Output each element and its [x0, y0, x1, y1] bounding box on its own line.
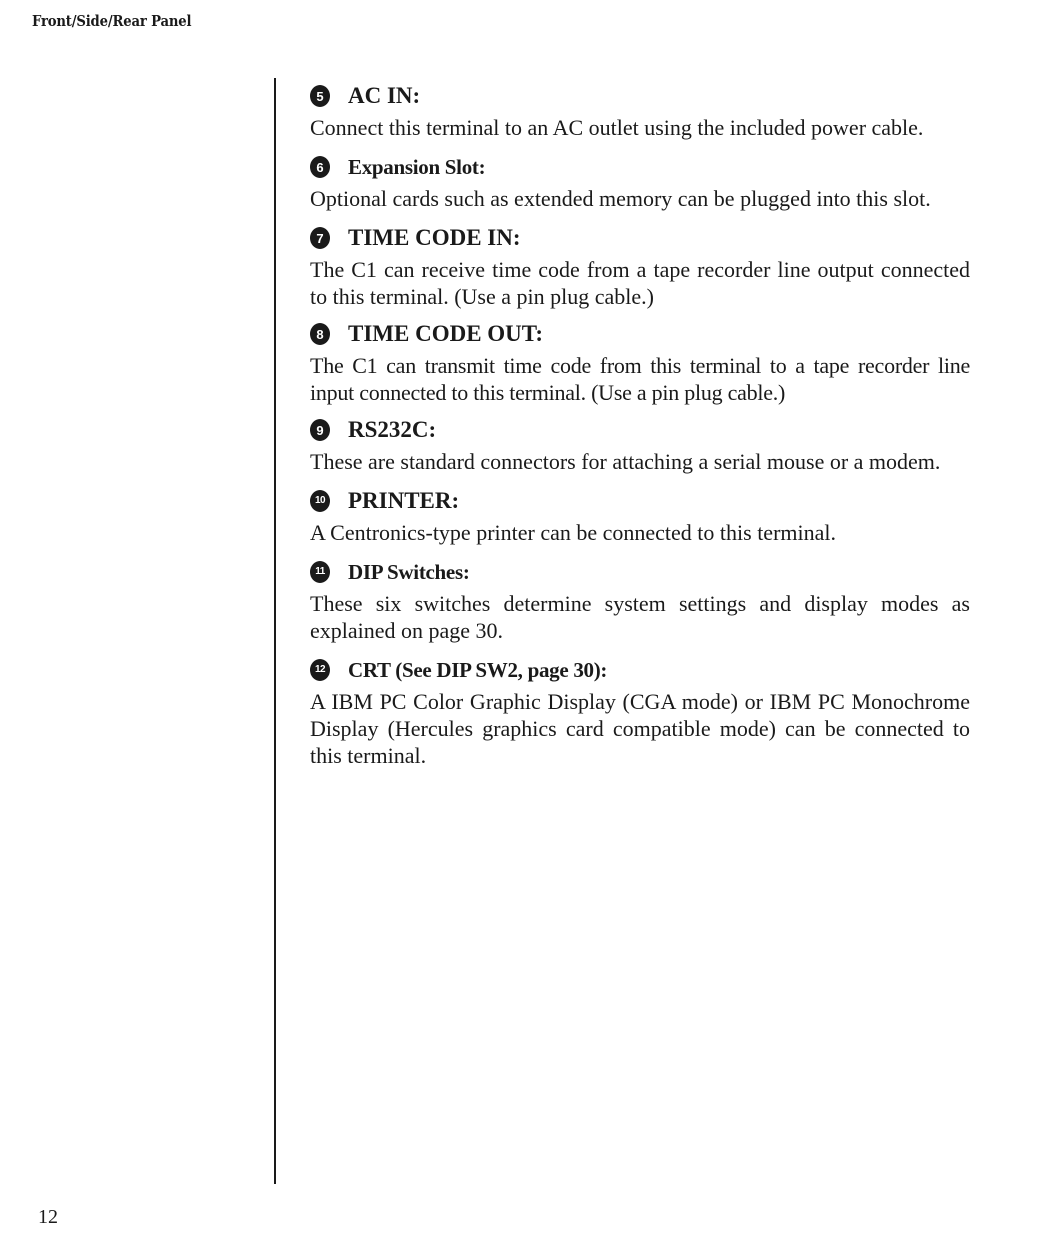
number-badge: 8 — [310, 323, 330, 345]
entry-heading — [310, 82, 970, 110]
entry-body: A IBM PC Color Graphic Display (CGA mode) or IBM PC Monochrome Display (Hercules graphics card compatible mode) can be connected to this terminal. — [310, 689, 970, 768]
running-header: Front/Side/Rear Panel — [32, 12, 192, 30]
entry-body: A Centronics-type printer can be connected to this terminal. — [310, 520, 837, 545]
entry-title: RS232C: — [348, 417, 437, 442]
number-badge: 12 — [310, 659, 330, 681]
entry-title: CRT (See DIP SW2, page 30): — [348, 658, 608, 682]
entry-title: DIP Switches: — [348, 560, 470, 584]
number-badge: 6 — [310, 156, 330, 178]
number-badge: 7 — [310, 227, 330, 249]
entry-heading — [310, 416, 970, 444]
margin-rule — [274, 78, 276, 1184]
entry-time-code-in — [310, 224, 970, 310]
entry-body: The C1 can receive time code from a tape recorder line output connected to this terminal. (Use a pin plug cable.) — [310, 257, 970, 309]
entry-body: Connect this terminal to an AC outlet using the included power cable. — [310, 115, 924, 140]
entry-body: These six switches determine system settings and display modes as explained on page 30. — [310, 591, 970, 643]
entry-printer — [310, 487, 970, 546]
entry-heading — [310, 153, 970, 181]
entry-title: TIME CODE IN: — [348, 225, 521, 250]
number-badge: 5 — [310, 85, 330, 107]
entry-body: These are standard connectors for attaching a serial mouse or a modem. — [310, 449, 941, 474]
entry-heading — [310, 558, 970, 586]
entry-heading — [310, 487, 970, 515]
number-badge: 11 — [310, 561, 330, 583]
entry-body: The C1 can transmit time code from this terminal to a tape recorder line input connected to this terminal. (Use a pin plug cable.) — [310, 353, 970, 405]
entry-heading — [310, 224, 970, 252]
entry-expansion-slot — [310, 153, 970, 212]
entry-title: PRINTER: — [348, 488, 460, 513]
entry-rs232c — [310, 416, 970, 475]
entry-time-code-out — [310, 320, 970, 406]
entry-title: Expansion Slot: — [348, 155, 486, 179]
entry-crt — [310, 656, 970, 769]
entry-ac-in — [310, 82, 970, 141]
entry-body: Optional cards such as extended memory can be plugged into this slot. — [310, 186, 931, 211]
number-badge: 9 — [310, 419, 330, 441]
number-badge: 10 — [310, 490, 330, 512]
entry-title: TIME CODE OUT: — [348, 321, 544, 346]
entry-heading — [310, 656, 970, 684]
entry-dip-switches — [310, 558, 970, 644]
page-number: 12 — [38, 1206, 58, 1228]
entry-title: AC IN: — [348, 83, 421, 108]
panel-description-list — [310, 82, 970, 779]
entry-heading — [310, 320, 970, 348]
